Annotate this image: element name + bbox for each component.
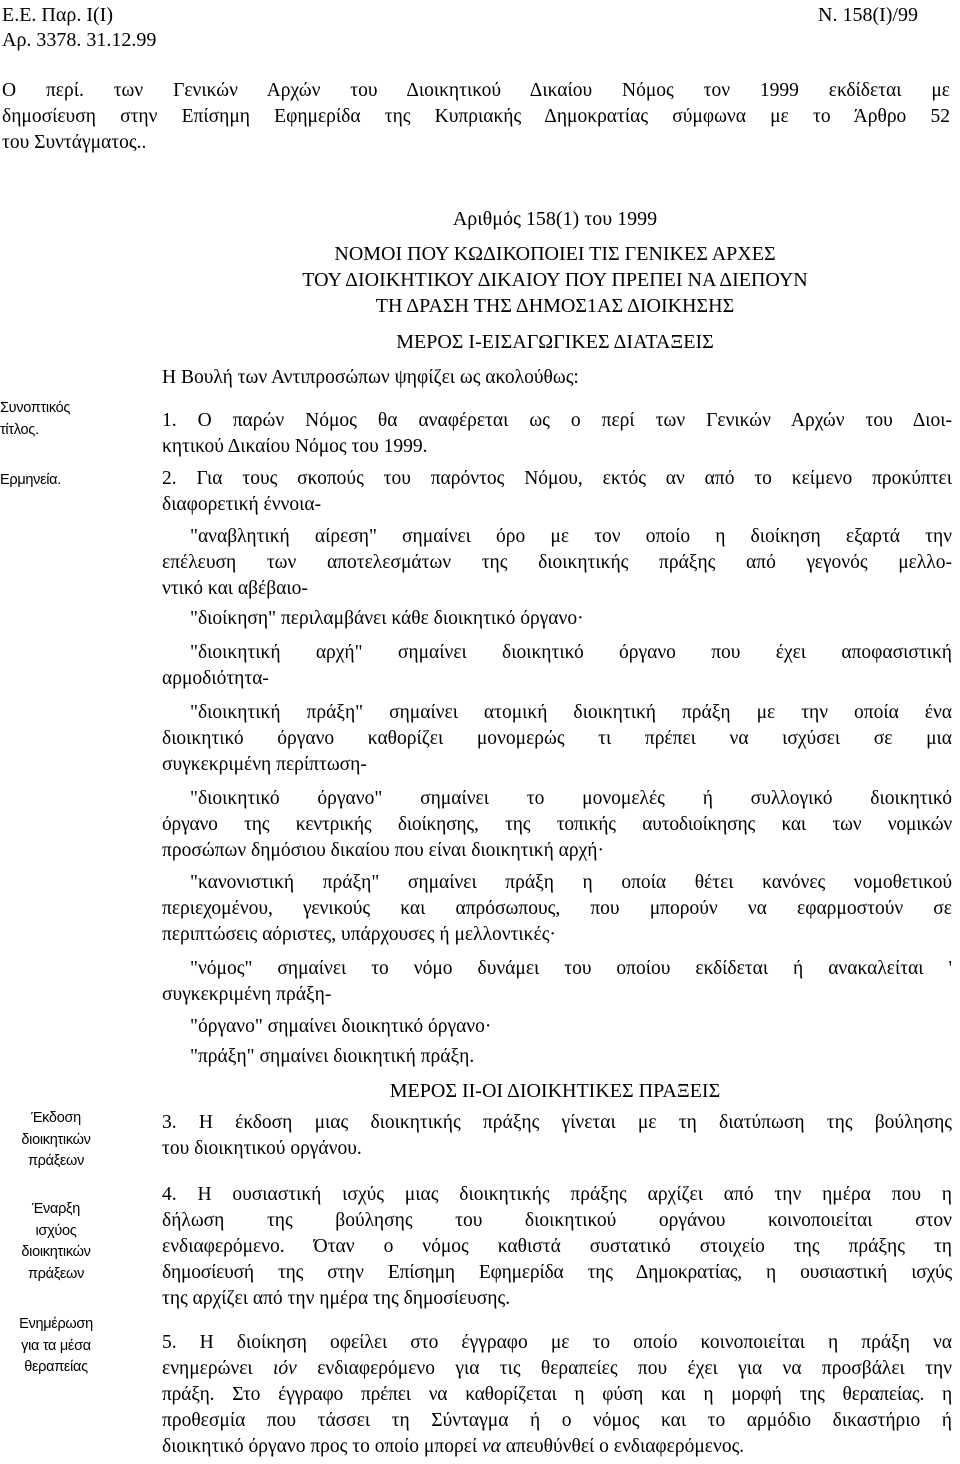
definition-line: συγκεκριμένη πράξη- [162,984,332,1005]
definition-line: συγκεκριμένη περίπτωση- [162,754,367,775]
intro-line: δημοσίευση στην Επίσημη Εφημερίδα της Κυπριακής Δημοκρατίας σύμφωνα με το Άρθρο 52 [2,106,950,127]
gazette-issue-date: Αρ. 3378. 31.12.99 [2,29,157,51]
definition-line: "διοικητική αρχή" σημαίνει διοικητικό όργανο που έχει αποφασιστική [190,642,952,663]
margin-note-interpretation: Ερμηνεία. [0,472,61,488]
section-5-line: διοικητικό όργανο προς το οποίο μπορεί να απευθύνθεί ο ενδιαφερόμενος. [162,1436,745,1457]
definition-line: προσώπων δημόσιου δικαίου που είναι διοικητική αρχή· [162,840,604,861]
definition-line: περιεχομένου, γενικούς και απρόσωπους, που μπορούν να εφαρμοστούν σε [162,898,952,919]
intro-line: Ο περί. των Γενικών Αρχών του Διοικητικού Δικαίου Νόμος τον 1999 εκδίδεται με [2,80,950,101]
section-5-line: 5. Η διοίκηση οφείλει στο έγγραφο με το οποίο κοινοποιείται η πράξη να [162,1332,952,1353]
section-4-line: 4. Η ουσιαστική ισχύς μιας διοικητικής πράξης αρχίζει από την ημέρα που η [162,1184,952,1205]
part-heading: ΜΕΡΟΣ Ι-ΕΙΣΑΓΩΓΙΚΕΣ ΔΙΑΤΑΞΕΙΣ [396,331,714,353]
section-3-line: 3. Η έκδοση μιας διοικητικής πράξης γίνεται με τη διατύπωση της βούλησης [162,1112,952,1133]
section-4-line: δήλωση της βούλησης του διοικητικού οργάνου κοινοποιείται στον [162,1210,952,1231]
definition-line: "νόμος" σημαίνει το νόμο δυνάμει του οποίου εκδίδεται ή ανακαλείται ' [190,958,952,979]
gazette-reference: Ε.Ε. Παρ. Ι(Ι) [2,4,113,26]
definition-line: "όργανο" σημαίνει διοικητικό όργανο· [190,1016,492,1037]
section-1-line: 1. Ο παρών Νόμος θα αναφέρεται ως ο περί των Γενικών Αρχών του Διοι- [162,410,952,431]
section-5-line: προθεσμία που τάσσει τη Σύνταγμα ή ο νόμος και το αρμόδιο δικαστήριο ή [162,1410,952,1431]
enactment-formula: Η Βουλή των Αντιπροσώπων ψηφίζει ως ακολούθως: [162,367,579,388]
definition-line: αρμοδιότητα- [162,668,269,689]
margin-note-issue: Έκδοση διοικητικών πράξεων [21,1110,91,1169]
section-1-line: κητικού Δικαίου Νόμος του 1999. [162,436,428,457]
definition-line: όργανο της κεντρικής διοίκησης, της τοπικής αυτοδιοίκησης και των νομικών [162,814,952,835]
law-title-line: ΝΟΜΟΙ ΠΟΥ ΚΩΔΙΚΟΠΟΙΕΙ ΤΙΣ ΓΕΝΙΚΕΣ ΑΡΧΕΣ [334,243,776,265]
law-title-line: ΤΟΥ ΔΙΟΙΚΗΤΙΚΟΥ ΔΙΚΑΙΟΥ ΠΟΥ ΠΡΕΠΕΙ ΝΑ ΔΙΕΠΟΥΝ [302,269,808,291]
section-4-line: ενδιαφερόμενο. Όταν ο νόμος καθιστά συστατικό στοιχείο της πράξης τη [162,1236,952,1257]
definition-line: "διοικητικό όργανο" σημαίνει το μονομελές ή συλλογικό διοικητικό [190,788,952,809]
definition-line: "κανονιστική πράξη" σημαίνει πράξη η οποία θέτει κανόνες νομοθετικού [190,872,952,893]
law-number-title: Αριθμός 158(1) του 1999 [452,208,658,230]
section-4-line: δημοσίευσή της στην Επίσημη Εφημερίδα της Δημοκρατίας, η ουσιαστική ισχύς [162,1262,952,1283]
part-heading: ΜΕΡΟΣ ΙΙ-ΟΙ ΔΙΟΙΚΗΤΙΚΕΣ ΠΡΑΞΕΙΣ [389,1080,721,1102]
definition-line: "διοίκηση" περιλαμβάνει κάθε διοικητικό όργανο· [190,608,584,629]
section-4-line: της αρχίζει από την ημέρα της δημοσίευσης. [162,1288,511,1309]
section-2-line: διαφορετική έννοια- [162,494,322,515]
section-5-line: ενημερώνει ιόν ενδιαφερόμενο για τις θεραπείες που έχει για να προσβάλει την [162,1358,952,1379]
definition-line: "διοικητική πράξη" σημαίνει ατομική διοικητική πράξη με την οποία ένα [190,702,952,723]
definition-line: ντικό και αβέβαιο- [162,578,308,599]
section-3-line: του διοικητικού οργάνου. [162,1138,362,1159]
section-2-line: 2. Για τους σκοπούς του παρόντος Νόμου, εκτός αν από το κείμενο προκύπτει [162,468,952,489]
definition-line: "αναβλητική αίρεση" σημαίνει όρο με τον οποίο η διοίκηση εξαρτά την [190,526,952,547]
margin-note-effect: Έναρξη ισχύος διοικητικών πράξεων [21,1201,91,1282]
margin-note-short-title: Συνοπτικός τίτλος. [0,400,71,438]
definition-line: επέλευση των αποτελεσμάτων της διοικητικής πράξης από γεγονός μελλο- [162,552,952,573]
law-number-header: Ν. 158(Ι)/99 [818,4,918,26]
margin-note-remedies: Ενημέρωση για τα μέσα θεραπείας [19,1316,93,1375]
section-5-line: πράξη. Στο έγγραφο πρέπει να καθορίζεται η φύση και η μορφή της θεραπείας. η [162,1384,952,1405]
definition-line: περιπτώσεις αόριστες, υπάρχουσες ή μελλοντικές· [162,924,556,945]
intro-line: του Συντάγματος.. [2,132,147,153]
definition-line: "πράξη" σημαίνει διοικητική πράξη. [190,1046,475,1067]
definition-line: διοικητικό όργανο καθορίζει μονομερώς τι πρέπει να ισχύσει σε μια [162,728,952,749]
law-title-line: ΤΗ ΔΡΑΣΗ ΤΗΣ ΔΗΜΟΣ1ΑΣ ΔΙΟΙΚΗΣΗΣ [375,295,735,317]
